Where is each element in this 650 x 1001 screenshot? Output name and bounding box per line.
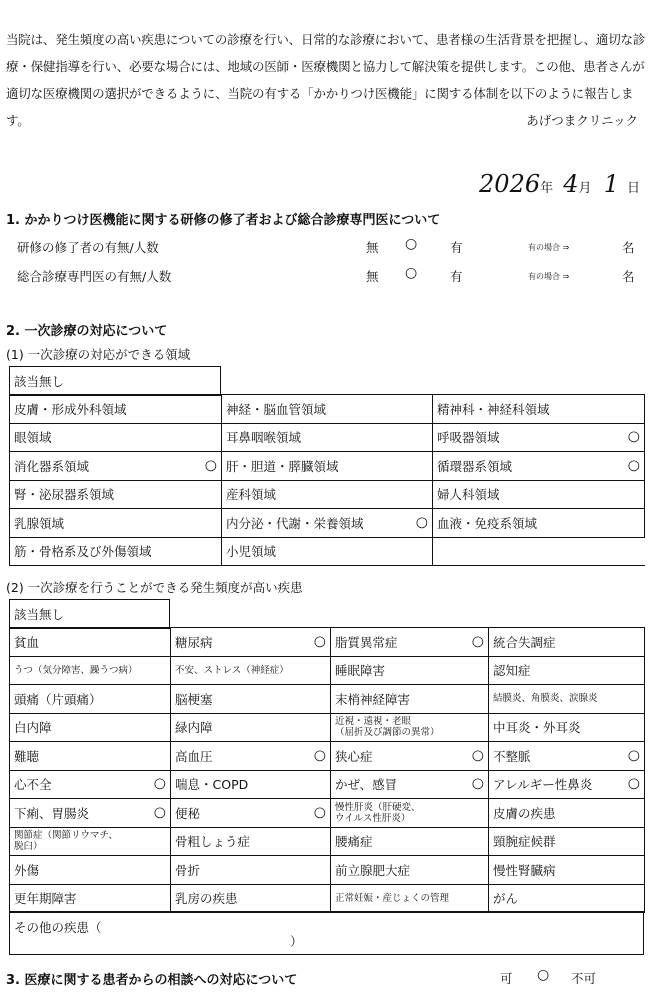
section1-title: 1. かかりつけ医機能に関する研修の修了者および総合診療専門医について bbox=[6, 213, 441, 228]
cell-label: 内分泌・代謝・栄養領域 bbox=[226, 515, 364, 531]
other-diseases-label: その他の疾患（ bbox=[14, 920, 102, 935]
circle-mark: ○ bbox=[627, 775, 640, 792]
cell-label: ウイルス性肝炎） bbox=[335, 812, 411, 824]
grid-cell bbox=[171, 685, 331, 714]
grid-cell bbox=[331, 685, 489, 714]
grid-cell bbox=[10, 856, 171, 885]
grid-cell bbox=[222, 480, 433, 509]
specialist-yes: 有 bbox=[450, 269, 463, 284]
grid-cell bbox=[433, 509, 645, 538]
circle-mark: ○ bbox=[415, 514, 428, 531]
area-row bbox=[10, 480, 645, 509]
area-row bbox=[10, 537, 645, 566]
grid-cell bbox=[489, 856, 645, 885]
cell-label: 腎・泌尿器系領域 bbox=[14, 487, 115, 503]
cell-label: がん bbox=[493, 891, 519, 907]
training-no: 無 bbox=[366, 240, 379, 255]
disease-row bbox=[10, 856, 645, 885]
cell-label: 関節症（関節リウマチ、 bbox=[14, 830, 118, 842]
diseases-none-table bbox=[9, 599, 170, 629]
disease-row bbox=[10, 685, 645, 714]
cell-label: 腰痛症 bbox=[335, 834, 373, 850]
grid-cell bbox=[171, 656, 331, 685]
training-note: 有の場合 ⇒ bbox=[528, 243, 570, 252]
grid-cell bbox=[222, 395, 433, 424]
grid-cell bbox=[489, 827, 645, 856]
grid-cell bbox=[222, 537, 433, 566]
other-diseases-cell bbox=[10, 912, 644, 955]
grid-cell bbox=[10, 395, 222, 424]
grid-cell bbox=[10, 827, 171, 856]
cell-label: 筋・骨格系及び外傷領域 bbox=[14, 544, 152, 560]
diseases-none-cell: 該当無し bbox=[10, 600, 170, 629]
grid-cell bbox=[10, 423, 222, 452]
grid-cell bbox=[171, 770, 331, 799]
date-month: 4 bbox=[563, 170, 579, 198]
grid-cell bbox=[10, 452, 222, 481]
grid-cell bbox=[433, 452, 645, 481]
grid-cell bbox=[331, 770, 489, 799]
grid-cell bbox=[331, 827, 489, 856]
cell-label: 小児領域 bbox=[226, 544, 277, 560]
disease-row bbox=[10, 713, 645, 742]
cell-label: 便秘 bbox=[175, 805, 201, 821]
cell-label: うつ（気分障害、躁うつ病） bbox=[14, 664, 138, 676]
grid-cell bbox=[171, 742, 331, 771]
grid-cell bbox=[331, 656, 489, 685]
specialist-note: 有の場合 ⇒ bbox=[528, 272, 570, 281]
cell-label: 前立腺肥大症 bbox=[335, 862, 411, 878]
area-row bbox=[10, 423, 645, 452]
circle-mark: ○ bbox=[627, 457, 640, 474]
grid-cell bbox=[331, 628, 489, 657]
cell-label: 循環器系領域 bbox=[437, 458, 513, 474]
cell-label: 頸腕症候群 bbox=[493, 834, 556, 850]
circle-mark: ○ bbox=[313, 747, 326, 764]
grid-cell bbox=[10, 799, 171, 828]
grid-cell bbox=[10, 713, 171, 742]
cell-label: 皮膚・形成外科領域 bbox=[14, 401, 127, 417]
grid-cell bbox=[489, 884, 645, 913]
cell-label: 高血圧 bbox=[175, 748, 213, 764]
cell-label: 眼領域 bbox=[14, 430, 52, 446]
grid-cell bbox=[489, 742, 645, 771]
cell-label: 皮膚の疾患 bbox=[493, 805, 556, 821]
cell-label: 白内障 bbox=[14, 720, 52, 736]
specialist-no: 無 bbox=[366, 269, 379, 284]
clinic-name: あげつまクリニック bbox=[526, 113, 638, 128]
circle-mark: ○ bbox=[153, 804, 166, 821]
cell-label: 頭痛（片頭痛） bbox=[14, 691, 102, 707]
disease-row bbox=[10, 884, 645, 913]
grid-cell bbox=[171, 884, 331, 913]
grid-cell bbox=[10, 509, 222, 538]
grid-cell bbox=[10, 628, 171, 657]
cell-label: 近視・遠視・老眼 bbox=[335, 716, 412, 728]
cell-label: 下痢、胃腸炎 bbox=[14, 805, 90, 821]
disease-row bbox=[10, 656, 645, 685]
grid-cell bbox=[331, 799, 489, 828]
cell-label: 肝・胆道・膵臓領域 bbox=[226, 458, 339, 474]
cell-label: 統合失調症 bbox=[493, 634, 556, 650]
cell-label: 睡眠障害 bbox=[335, 663, 386, 679]
cell-label: 難聴 bbox=[14, 748, 40, 764]
training-yes: 有 bbox=[450, 240, 463, 255]
cell-label: 消化器系領域 bbox=[14, 458, 90, 474]
grid-cell bbox=[489, 713, 645, 742]
area-row bbox=[10, 395, 645, 424]
disease-row bbox=[10, 770, 645, 799]
disease-row bbox=[10, 628, 645, 657]
section2-title: 2. 一次診療の対応について bbox=[6, 324, 168, 339]
specialist-label: 総合診療専門医の有無/人数 bbox=[17, 269, 172, 284]
cell-label: 脱臼） bbox=[14, 841, 43, 853]
disease-row bbox=[10, 799, 645, 828]
circle-mark: ○ bbox=[471, 775, 484, 792]
cell-label: 中耳炎・外耳炎 bbox=[493, 720, 581, 736]
area-row bbox=[10, 452, 645, 481]
cell-label: 認知症 bbox=[493, 663, 531, 679]
grid-cell bbox=[10, 480, 222, 509]
grid-cell bbox=[489, 628, 645, 657]
date-year: 2026 bbox=[479, 170, 541, 198]
grid-cell bbox=[10, 884, 171, 913]
date-year-unit: 年 bbox=[540, 181, 554, 196]
cell-label: 不安、ストレス（神経症） bbox=[175, 664, 289, 676]
cell-label: 狭心症 bbox=[335, 748, 373, 764]
cell-label: 血液・免疫系領域 bbox=[437, 515, 538, 531]
date-day-unit: 日 bbox=[626, 181, 640, 196]
training-circle-mark: ○ bbox=[405, 236, 418, 252]
grid-cell bbox=[433, 395, 645, 424]
grid-cell bbox=[489, 770, 645, 799]
cell-label: 慢性肝炎（肝硬変、 bbox=[335, 801, 421, 813]
section3-circle-mark: ○ bbox=[537, 967, 550, 983]
grid-cell bbox=[331, 742, 489, 771]
grid-cell bbox=[171, 713, 331, 742]
cell-label: アレルギー性鼻炎 bbox=[493, 777, 593, 793]
cell-label: 耳鼻咽喉領域 bbox=[226, 430, 302, 446]
grid-cell bbox=[171, 856, 331, 885]
grid-cell bbox=[331, 713, 489, 742]
cell-label: 乳房の疾患 bbox=[175, 891, 238, 907]
grid-cell bbox=[331, 884, 489, 913]
circle-mark: ○ bbox=[471, 633, 484, 650]
cell-label: 不整脈 bbox=[493, 748, 531, 764]
circle-mark: ○ bbox=[627, 747, 640, 764]
section2-sub1: (1) 一次診療の対応ができる領域 bbox=[6, 347, 191, 362]
areas-none-table bbox=[9, 366, 221, 396]
date-month-unit: 月 bbox=[578, 181, 592, 196]
section2-sub2: (2) 一次診療を行うことができる発生頻度が高い疾患 bbox=[6, 580, 303, 595]
cell-label: 婦人科領域 bbox=[437, 487, 500, 503]
cell-label: 脳梗塞 bbox=[175, 691, 213, 707]
areas-table bbox=[9, 394, 645, 566]
cell-label: 乳腺領域 bbox=[14, 515, 65, 531]
cell-label: 外傷 bbox=[14, 862, 40, 878]
grid-cell bbox=[10, 742, 171, 771]
grid-cell bbox=[171, 628, 331, 657]
section3-title: 3. 医療に関する患者からの相談への対応について bbox=[6, 973, 298, 988]
training-label: 研修の修了者の有無/人数 bbox=[17, 240, 159, 255]
cell-label: （屈折及び調節の異常） bbox=[335, 727, 440, 739]
cell-label: 正常妊娠・産じょくの管理 bbox=[335, 892, 450, 904]
grid-cell bbox=[331, 856, 489, 885]
cell-label: 骨折 bbox=[175, 862, 201, 878]
specialist-unit: 名 bbox=[622, 269, 635, 284]
grid-cell bbox=[10, 537, 222, 566]
cell-label: 緑内障 bbox=[175, 720, 213, 736]
circle-mark: ○ bbox=[471, 747, 484, 764]
grid-cell bbox=[222, 423, 433, 452]
grid-cell bbox=[10, 685, 171, 714]
other-diseases-close: ） bbox=[290, 934, 303, 949]
grid-cell bbox=[222, 452, 433, 481]
cell-label: 更年期障害 bbox=[14, 891, 77, 907]
cell-label: 骨粗しょう症 bbox=[175, 834, 251, 850]
diseases-table bbox=[9, 627, 645, 913]
cell-label: 末梢神経障害 bbox=[335, 691, 411, 707]
grid-cell bbox=[222, 509, 433, 538]
grid-cell bbox=[171, 827, 331, 856]
disease-row bbox=[10, 742, 645, 771]
cell-label: 糖尿病 bbox=[175, 634, 213, 650]
grid-cell bbox=[489, 799, 645, 828]
grid-cell bbox=[433, 537, 645, 566]
cell-label: 喘息・COPD bbox=[175, 777, 249, 793]
circle-mark: ○ bbox=[313, 804, 326, 821]
other-diseases-table bbox=[9, 911, 644, 955]
grid-cell bbox=[10, 656, 171, 685]
area-row bbox=[10, 509, 645, 538]
areas-none-cell: 該当無し bbox=[10, 367, 221, 396]
grid-cell bbox=[433, 480, 645, 509]
circle-mark: ○ bbox=[627, 428, 640, 445]
cell-label: 脂質異常症 bbox=[335, 634, 398, 650]
intro-paragraph: 当院は、発生頻度の高い疾患についての診療を行い、日常的な診療において、患者様の生活背景を把握し、適切な診療・保健指導を行い、必要な場合には、地域の医師・医療機関と協力して解決策を提供します。この他、患者さんが適切な医療機関の選択ができるように、当院の有する「かかりつけ医機能」に関する体制を以下のように報告します。 bbox=[6, 32, 646, 128]
circle-mark: ○ bbox=[313, 633, 326, 650]
grid-cell bbox=[489, 656, 645, 685]
circle-mark: ○ bbox=[153, 775, 166, 792]
cell-label: 産科領域 bbox=[226, 487, 277, 503]
grid-cell bbox=[489, 685, 645, 714]
cell-label: 神経・脳血管領域 bbox=[226, 401, 327, 417]
cell-label: 結膜炎、角膜炎、涙腺炎 bbox=[493, 693, 598, 705]
section3-no: 不可 bbox=[571, 971, 597, 986]
cell-label: 精神科・神経科領域 bbox=[437, 401, 550, 417]
grid-cell bbox=[171, 799, 331, 828]
cell-label: 慢性腎臓病 bbox=[493, 862, 556, 878]
date-day: 1 bbox=[603, 170, 619, 198]
training-unit: 名 bbox=[622, 240, 635, 255]
cell-label: 心不全 bbox=[14, 777, 52, 793]
section3-yes: 可 bbox=[500, 971, 513, 986]
grid-cell bbox=[10, 770, 171, 799]
report-date bbox=[479, 170, 640, 198]
specialist-circle-mark: ○ bbox=[405, 265, 418, 281]
cell-label: 呼吸器領域 bbox=[437, 430, 500, 446]
cell-label: 貧血 bbox=[14, 634, 40, 650]
disease-row bbox=[10, 827, 645, 856]
grid-cell bbox=[433, 423, 645, 452]
circle-mark: ○ bbox=[204, 457, 217, 474]
cell-label: かぜ、感冒 bbox=[335, 777, 398, 793]
